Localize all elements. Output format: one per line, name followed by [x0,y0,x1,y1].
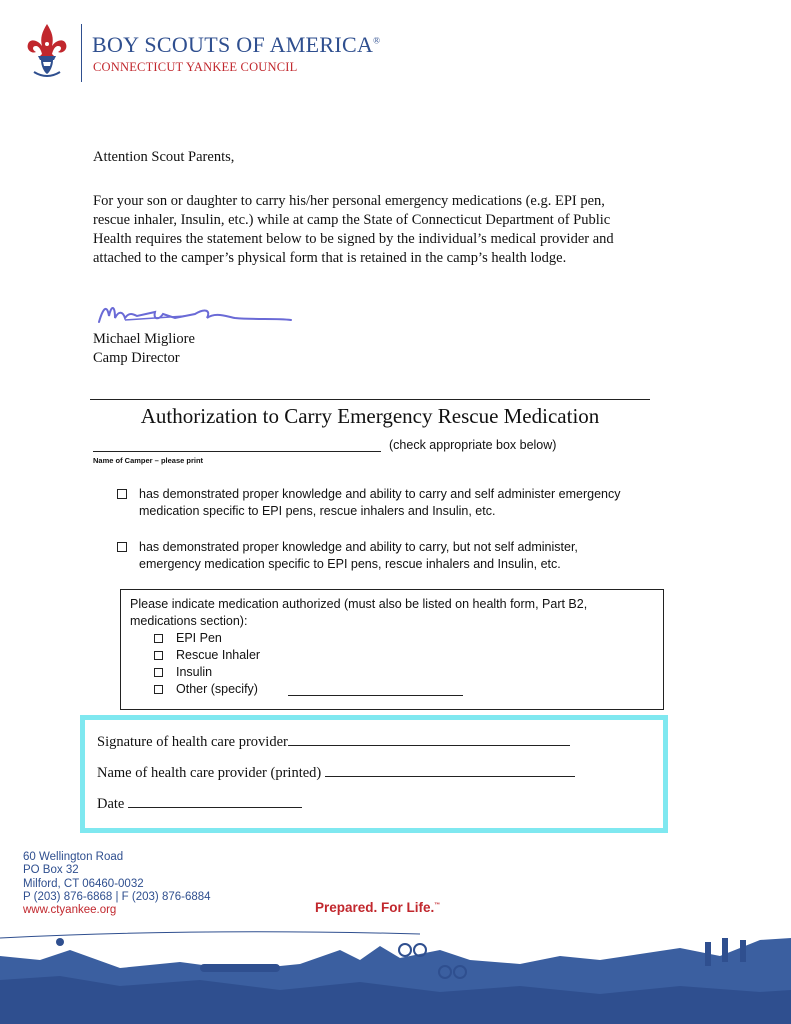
insulin-checkbox[interactable] [154,668,163,677]
section-divider [90,399,650,400]
option-not-self-administer-text: has demonstrated proper knowledge and ability to carry, but not self administer, emergency medication specific to EPI pens, rescue inhalers and Insulin, etc. [139,540,578,571]
provider-name-field[interactable] [325,776,575,777]
address-line-1: 60 Wellington Road [23,851,124,863]
option-self-administer-checkbox[interactable] [117,489,127,499]
insulin-label: Insulin [176,665,213,679]
phone-line: P (203) 876-6868 | F (203) 876-6884 [23,890,211,903]
letter-greeting: Attention Scout Parents, [93,149,235,165]
epi-pen-checkbox[interactable] [154,634,163,643]
other-label: Other (specify) [176,682,258,696]
provider-signature-box [80,715,668,833]
signature-field[interactable] [288,745,570,746]
provider-name-label: Name of health care provider (printed) [97,765,322,781]
header-divider [81,24,82,82]
signature-label: Signature of health care provider [97,734,288,750]
rescue-inhaler-label: Rescue Inhaler [176,648,261,662]
council-name: CONNECTICUT YANKEE COUNCIL [93,60,298,74]
outdoor-landscape-illustration [0,920,791,1024]
provider-name-row [97,765,575,782]
option-not-self-administer-checkbox[interactable] [117,542,127,552]
date-label: Date [97,796,125,812]
rescue-inhaler-checkbox[interactable] [154,651,163,660]
tagline: Prepared. For Life.™ [315,900,441,915]
epi-pen-label: EPI Pen [176,631,222,645]
letter-body: For your son or daughter to carry his/her personal emergency medications (e.g. EPI pen, rescue inhaler, Insulin, etc.) while at camp the State of Connecticut Department of Public Health requires the statement below to be signed by the individual’s medical provider and attached to the camper’s physical form that is retained in the camp’s health lodge. [93,193,614,266]
date-row [97,796,302,813]
option-self-administer-text: has demonstrated proper knowledge and ability to carry and self administer emergency medication specific to EPI pens, rescue inhalers and Insulin, etc. [139,487,621,518]
medication-intro: Please indicate medication authorized (must also be listed on health form, Part B2, medications section): [130,597,588,628]
address-line-2: PO Box 32 [23,864,79,877]
other-specify-field[interactable] [288,695,463,696]
camper-name-field[interactable] [93,451,381,452]
bsa-fleur-de-lis-logo-icon [24,22,70,82]
other-checkbox[interactable] [154,685,163,694]
signer-name: Michael Migliore [93,331,195,347]
camper-name-label: Name of Camper – please print [93,456,204,465]
date-field[interactable] [128,807,302,808]
medication-box [120,589,664,710]
address-line-3: Milford, CT 06460-0032 [23,877,144,890]
website-link[interactable]: www.ctyankee.org [23,904,117,917]
handwritten-signature [95,298,295,330]
signer-title: Camp Director [93,350,180,366]
form-title: Authorization to Carry Emergency Rescue Medication [140,404,600,428]
signature-row [97,734,570,751]
camper-note: (check appropriate box below) [389,438,557,452]
footer-address [23,851,211,917]
org-name: BOY SCOUTS OF AMERICA® [92,32,381,57]
